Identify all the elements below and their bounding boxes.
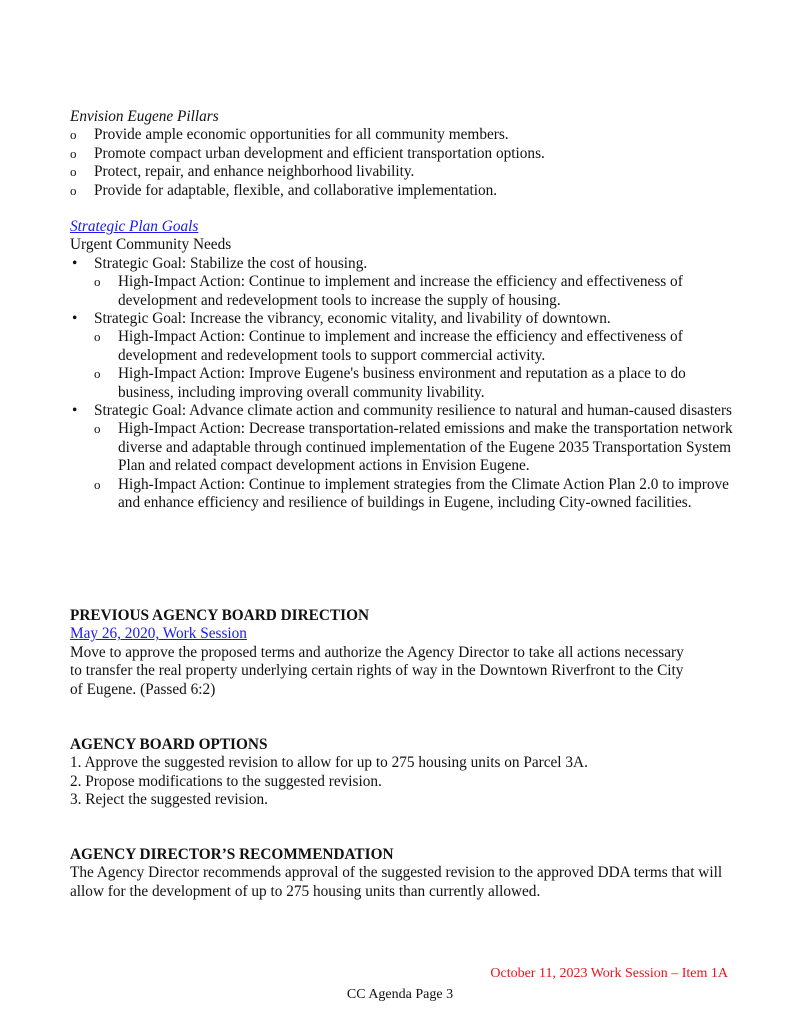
option-item: 2. Propose modifications to the suggested revision. [70, 772, 382, 790]
goal-item [70, 255, 735, 310]
goal-text: Strategic Goal: Increase the vibrancy, economic vitality, and livability of downtown. [94, 310, 611, 328]
action-item: o High-Impact Action: Improve Eugene's business environment and reputation as a place to do business, including improving overall community livability. [94, 365, 735, 402]
recommendation-heading: AGENCY DIRECTOR’S RECOMMENDATION [70, 846, 394, 863]
strategic-plan-goals-link[interactable]: Strategic Plan Goals [70, 218, 199, 235]
goal-item [70, 402, 735, 512]
goal-text: Strategic Goal: Advance climate action and community resilience to natural and human-caused disasters [94, 402, 733, 420]
pillars-list [70, 126, 735, 200]
action-item: o High-Impact Action: Continue to implement strategies from the Climate Action Plan 2.0 to improve and enhance efficiency and resilience of buildings in Eugene, including City-owned facilities. [94, 476, 735, 513]
list-item: o Protect, repair, and enhance neighborhood livability. [70, 163, 735, 181]
agenda-item-label: October 11, 2023 Work Session – Item 1A [490, 966, 728, 981]
pillars-section [70, 108, 735, 200]
option-item: 3. Reject the suggested revision. [70, 791, 268, 809]
list-item: o Provide for adaptable, flexible, and collaborative implementation. [70, 182, 735, 200]
previous-heading: PREVIOUS AGENCY BOARD DIRECTION [70, 607, 370, 624]
recommendation-text: The Agency Director recommends approval of the suggested revision to the approved DDA terms that will allow for the development of up to 275 housing units than currently allowed. [70, 864, 723, 900]
previous-text: Move to approve the proposed terms and authorize the Agency Director to take all actions necessary to transfer the real property underlying certain rights of way in the Downtown Riverfront to the City of Eugene. (Passed 6:2) [70, 643, 684, 698]
option-item: 1. Approve the suggested revision to allow for up to 275 housing units on Parcel 3A. [70, 754, 588, 772]
pillars-title: Envision Eugene Pillars [70, 108, 219, 125]
previous-direction-section [70, 607, 690, 699]
goal-item [70, 310, 735, 402]
list-item: o Promote compact urban development and efficient transportation options. [70, 145, 735, 163]
strategic-subtitle: Urgent Community Needs [70, 236, 232, 254]
action-item: o High-Impact Action: Continue to implement and increase the efficiency and effectiveness of development and redevelopment tools to increase the supply of housing. [94, 273, 735, 310]
strategic-section [70, 218, 735, 513]
options-heading: AGENCY BOARD OPTIONS [70, 736, 268, 753]
goal-text: Strategic Goal: Stabilize the cost of housing. [94, 254, 368, 272]
action-item: o High-Impact Action: Continue to implement and increase the efficiency and effectiveness of development and redevelopment tools to support commercial activity. [94, 328, 735, 365]
page-number: CC Agenda Page 3 [346, 987, 454, 1002]
list-item: o Provide ample economic opportunities for all community members. [70, 126, 735, 144]
recommendation-section [70, 846, 725, 901]
work-session-link[interactable]: May 26, 2020, Work Session [70, 625, 247, 643]
action-item: o High-Impact Action: Decrease transportation-related emissions and make the transportation network diverse and adaptable through continued implementation of the Eugene 2035 Transportation System Plan and related compact development actions in Envision Eugene. [94, 420, 735, 475]
options-section [70, 736, 735, 810]
